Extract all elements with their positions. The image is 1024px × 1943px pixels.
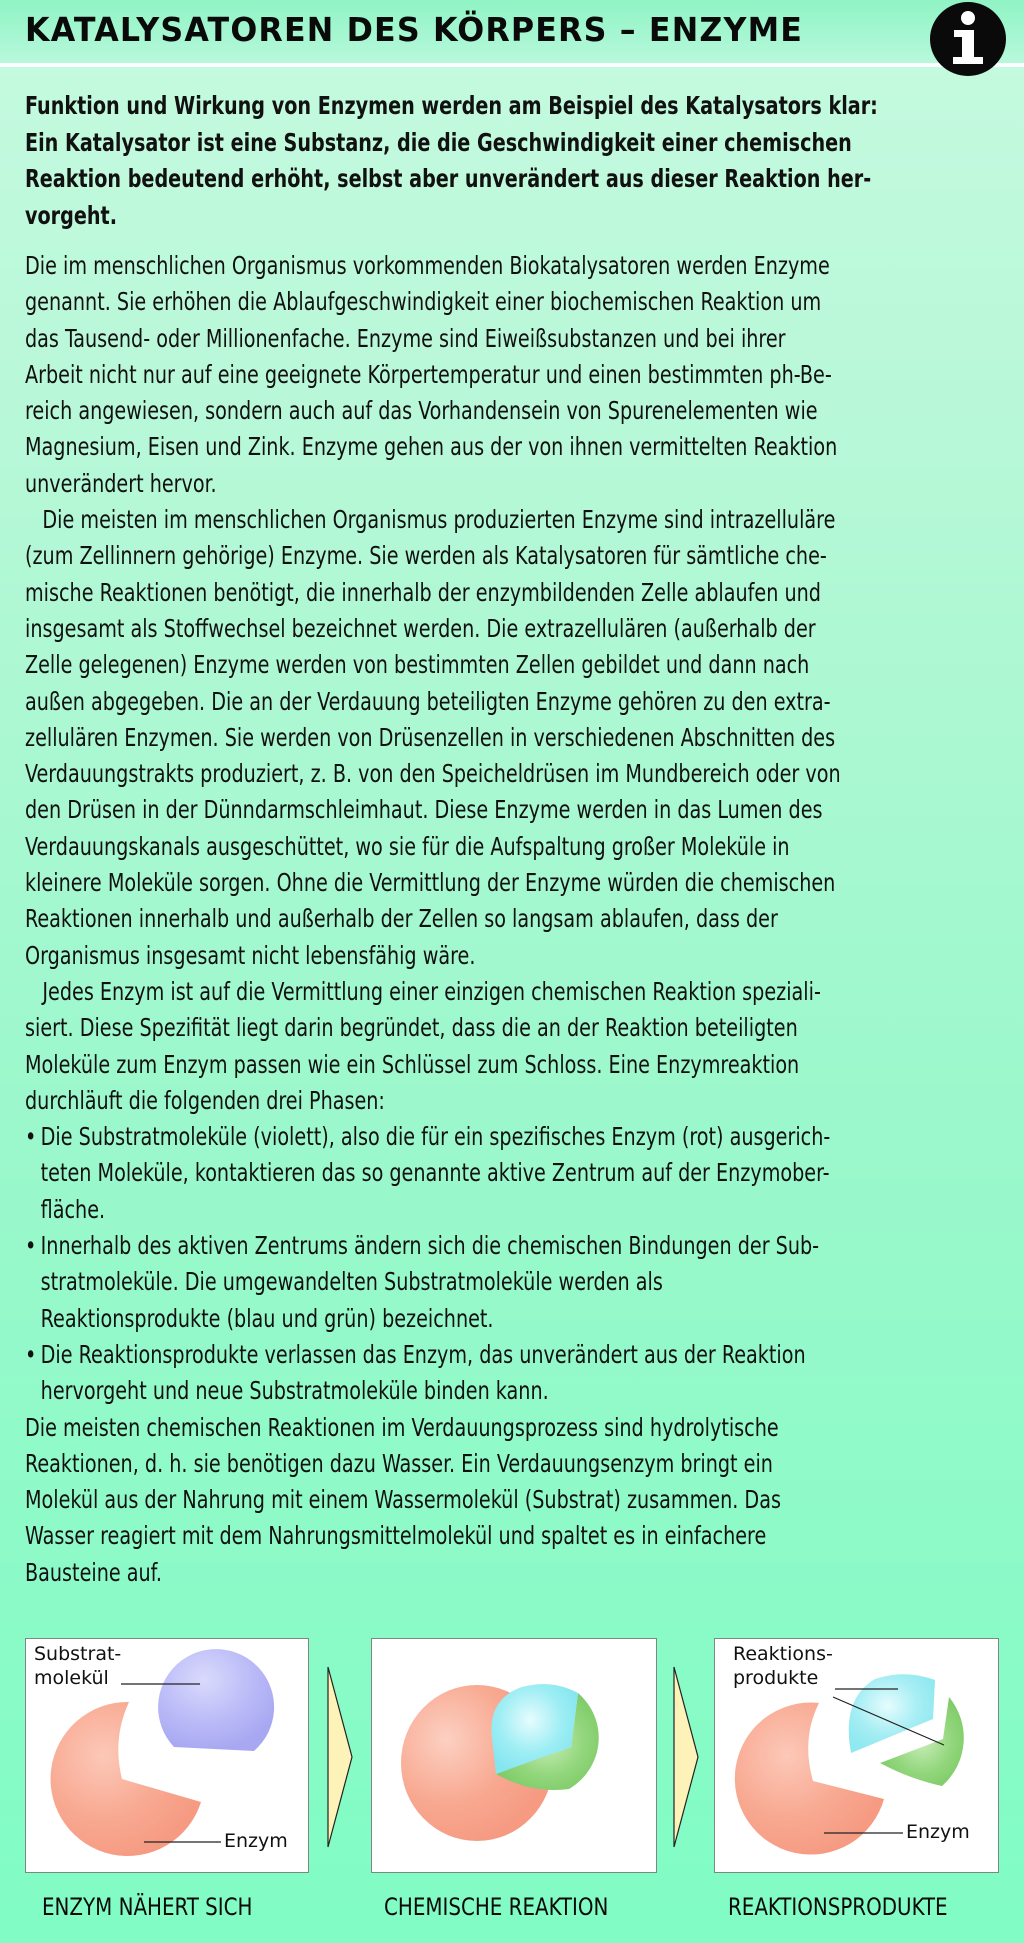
arrow-right-icon: [673, 1666, 701, 1852]
diagram-panel-approach: [25, 1638, 309, 1873]
text-line: Wasser reagiert mit dem Nahrungsmittelmolekül und spaltet es in einfachere: [25, 1521, 767, 1551]
text-line: Die meisten im menschlichen Organismus produzierten Enzyme sind intrazelluläre: [42, 505, 836, 535]
text-line: Reaktionen innerhalb und außerhalb der Zellen so langsam ablaufen, dass der: [25, 904, 778, 934]
text-line: insgesamt als Stoffwechsel bezeichnet werden. Die extrazellulären (außerhalb der: [25, 613, 816, 643]
text-line: außen abgegeben. Die an der Verdauung beteiligten Enzyme gehören zu den extra-: [25, 686, 831, 716]
bullet-item: [25, 1119, 999, 1228]
bullet-icon: •: [25, 1122, 37, 1152]
text-line: mische Reaktionen benötigt, die innerhalb der enzymbildenden Zelle ablaufen und: [25, 577, 821, 607]
text-line: (zum Zellinnern gehörige) Enzyme. Sie werden als Katalysatoren für sämtliche che-: [25, 541, 827, 571]
text-line: den Drüsen in der Dünndarmschleimhaut. Diese Enzyme werden in das Lumen des: [25, 795, 823, 825]
panel-caption: REAKTIONSPRODUKTE: [728, 1893, 948, 1921]
text-line: hervorgeht und neue Substratmoleküle binden kann.: [40, 1376, 549, 1406]
text-line: Verdauungstrakts produziert, z. B. von den Speicheldrüsen im Mundbereich oder von: [25, 759, 841, 789]
text-line: Die im menschlichen Organismus vorkommenden Biokatalysatoren werden Enzyme: [25, 251, 830, 280]
text-line: Innerhalb des aktiven Zentrums ändern sich die chemischen Bindungen der Sub-: [40, 1231, 820, 1261]
text-line: Die Reaktionsprodukte verlassen das Enzym, das unverändert aus der Reaktion: [40, 1339, 806, 1369]
text-line: Jedes Enzym ist auf die Vermittlung einer einzigen chemischen Reaktion speziali-: [42, 976, 821, 1006]
text-line: Arbeit nicht nur auf eine geeignete Körpertemperatur und einen bestimmten ph-Be-: [25, 359, 832, 389]
substrate-molecule-shape: [158, 1649, 274, 1751]
text-line: unverändert hervor.: [25, 468, 217, 498]
text-line: Die meisten chemischen Reaktionen im Verdauungsprozess sind hydrolytische: [25, 1412, 779, 1442]
header-divider: [0, 63, 1024, 67]
text-line: Zelle gelegenen) Enzyme werden von bestimmten Zellen gebildet und dann nach: [25, 650, 810, 680]
intro-text: [25, 88, 999, 234]
page-title: KATALYSATOREN DES KÖRPERS – ENZYME: [25, 10, 804, 49]
diagram-panel-products: [714, 1638, 999, 1873]
text-line: Die Substratmoleküle (violett), also die für ein spezifisches Enzym (rot) ausgerich-: [40, 1122, 831, 1152]
intro-line: vorgeht.: [25, 200, 117, 230]
products-label: Reaktions- produkte: [733, 1643, 833, 1689]
text-line: Moleküle zum Enzym passen wie ein Schlüssel zum Schloss. Eine Enzymreaktion: [25, 1049, 800, 1079]
text-line: kleinere Moleküle sorgen. Ohne die Vermittlung der Enzyme würden die chemischen: [25, 868, 836, 898]
intro-line: Reaktion bedeutend erhöht, selbst aber unverändert aus dieser Reaktion her-: [25, 164, 872, 193]
intro-line: Funktion und Wirkung von Enzymen werden am Beispiel des Katalysators klar:: [25, 91, 878, 120]
text-line: genannt. Sie erhöhen die Ablaufgeschwindigkeit einer biochemischen Reaktion um: [25, 287, 822, 317]
bullet-item: [25, 1337, 999, 1410]
text-line: teten Moleküle, kontaktieren das so genannte aktive Zentrum auf der Enzymober-: [40, 1158, 830, 1188]
text-line: fläche.: [40, 1194, 106, 1224]
paragraph-4: [25, 1410, 999, 1591]
arrow-right-icon: [327, 1666, 355, 1852]
text-line: Reaktionen, d. h. sie benötigen dazu Wasser. Ein Verdauungsenzym bringt ein: [25, 1448, 773, 1478]
text-line: Magnesium, Eisen und Zink. Enzyme gehen aus der von ihnen vermittelten Reaktion: [25, 432, 838, 462]
text-line: reich angewiesen, sondern auch auf das Vorhandensein von Spurenelementen wie: [25, 396, 818, 426]
paragraph-2: [25, 502, 999, 974]
text-line: siert. Diese Spezifität liegt darin begründet, dass die an der Reaktion beteiligten: [25, 1013, 798, 1043]
diagram-panel-reaction: [371, 1638, 657, 1873]
bullet-item: [25, 1228, 999, 1337]
enzyme-label: Enzym: [224, 1830, 288, 1852]
text-line: Molekül aus der Nahrung mit einem Wassermolekül (Substrat) zusammen. Das: [25, 1485, 781, 1515]
text-line: Verdauungskanals ausgeschüttet, wo sie für die Aufspaltung großer Moleküle in: [25, 831, 790, 861]
text-line: Bausteine auf.: [25, 1557, 162, 1587]
text-line: das Tausend- oder Millionenfache. Enzyme sind Eiweißsubstanzen und bei ihrer: [25, 323, 786, 353]
bullet-list: [25, 1119, 999, 1409]
enzyme-label: Enzym: [906, 1821, 970, 1843]
paragraph-1: [25, 248, 999, 502]
panel-caption: CHEMISCHE REAKTION: [384, 1893, 609, 1921]
product-blue-shape: [849, 1674, 935, 1753]
text-line: Reaktionsprodukte (blau und grün) bezeichnet.: [40, 1303, 494, 1333]
body-text: [25, 248, 999, 1591]
panel-caption: ENZYM NÄHERT SICH: [42, 1893, 253, 1921]
text-line: durchläuft die folgenden drei Phasen:: [25, 1085, 385, 1115]
text-line: stratmoleküle. Die umgewandelten Substratmoleküle werden als: [40, 1267, 663, 1297]
bullet-icon: •: [25, 1231, 37, 1261]
text-line: zellulären Enzymen. Sie werden von Drüsenzellen in verschiedenen Abschnitten des: [25, 722, 836, 752]
paragraph-3: [25, 974, 999, 1119]
bullet-icon: •: [25, 1339, 37, 1369]
chemical-reaction-illustration: [372, 1639, 658, 1874]
substrate-label: Substrat- molekül: [34, 1643, 122, 1689]
intro-line: Ein Katalysator ist eine Substanz, die die Geschwindigkeit einer chemischen: [25, 127, 852, 157]
text-line: Organismus insgesamt nicht lebensfähig wäre.: [25, 940, 476, 970]
info-icon: [930, 2, 1006, 76]
